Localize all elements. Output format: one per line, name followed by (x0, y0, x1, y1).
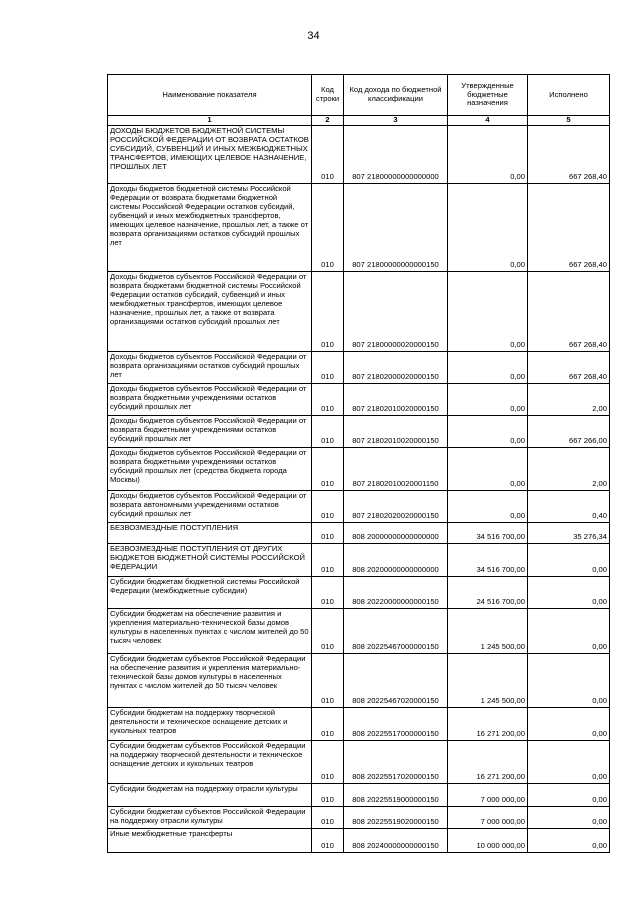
row-code: 010 (312, 806, 344, 828)
row-code: 010 (312, 783, 344, 806)
row-code: 010 (312, 522, 344, 543)
table-row (108, 490, 610, 522)
row-approved: 34 516 700,00 (448, 543, 528, 576)
row-name: Субсидии бюджетам бюджетной системы Российской Федерации (межбюджетные субсидии) (108, 576, 312, 608)
row-approved: 16 271 200,00 (448, 707, 528, 740)
header-name: Наименование показателя (108, 75, 312, 116)
row-bk-code: 808 20225519020000150 (344, 806, 448, 828)
row-executed: 667 268,40 (528, 125, 610, 183)
row-code: 010 (312, 415, 344, 447)
row-bk-code: 807 21800000000000000 (344, 125, 448, 183)
table-row (108, 783, 610, 806)
row-name: Субсидии бюджетам субъектов Российской Федерации на поддержку отрасли культуры (108, 806, 312, 828)
row-name: Субсидии бюджетам субъектов Российской Федерации на поддержку творческой деятельности и техническое оснащение детских и кукольных театров (108, 740, 312, 783)
row-approved: 10 000 000,00 (448, 828, 528, 852)
row-code: 010 (312, 828, 344, 852)
column-number: 1 (108, 116, 312, 126)
row-approved: 24 516 700,00 (448, 576, 528, 608)
table-row (108, 543, 610, 576)
row-executed: 0,00 (528, 543, 610, 576)
row-executed: 667 268,40 (528, 351, 610, 383)
header-executed: Исполнено (528, 75, 610, 116)
column-number: 5 (528, 116, 610, 126)
row-code: 010 (312, 653, 344, 707)
row-code: 010 (312, 125, 344, 183)
row-code: 010 (312, 383, 344, 415)
row-executed: 0,40 (528, 490, 610, 522)
row-approved: 7 000 000,00 (448, 806, 528, 828)
row-executed: 0,00 (528, 806, 610, 828)
row-executed: 667 266,00 (528, 415, 610, 447)
row-name: Доходы бюджетов субъектов Российской Федерации от возврата бюджетными учреждениями остатков субсидий прошлых лет (108, 415, 312, 447)
table-row (108, 522, 610, 543)
table-row (108, 576, 610, 608)
row-executed: 35 276,34 (528, 522, 610, 543)
page-number: 34 (307, 30, 320, 42)
table-row (108, 608, 610, 653)
row-executed: 0,00 (528, 653, 610, 707)
row-name: Субсидии бюджетам на поддержку творческой деятельности и техническое оснащение детских и кукольных театров (108, 707, 312, 740)
row-approved: 0,00 (448, 351, 528, 383)
row-code: 010 (312, 183, 344, 271)
row-name: Субсидии бюджетам на поддержку отрасли культуры (108, 783, 312, 806)
table-row (108, 707, 610, 740)
row-executed: 2,00 (528, 383, 610, 415)
table-row (108, 740, 610, 783)
row-name: Доходы бюджетов бюджетной системы Российской Федерации от возврата бюджетами бюджетной системы Российской Федерации остатков субсидий, субвенций и иных межбюджетных трансфертов, имеющих целевое назначение, прошлых лет, а также от возврата организациями остатков субсидий прошлых лет (108, 183, 312, 271)
row-executed: 0,00 (528, 783, 610, 806)
header-code: Код строки (312, 75, 344, 116)
row-bk-code: 807 21802000020000150 (344, 351, 448, 383)
row-bk-code: 807 21802020020000150 (344, 490, 448, 522)
row-approved: 34 516 700,00 (448, 522, 528, 543)
row-code: 010 (312, 351, 344, 383)
row-code: 010 (312, 707, 344, 740)
row-executed: 0,00 (528, 576, 610, 608)
row-bk-code: 808 20225519000000150 (344, 783, 448, 806)
row-code: 010 (312, 608, 344, 653)
row-executed: 2,00 (528, 447, 610, 490)
row-executed: 0,00 (528, 828, 610, 852)
row-bk-code: 808 20225467020000150 (344, 653, 448, 707)
table-row (108, 351, 610, 383)
row-approved: 16 271 200,00 (448, 740, 528, 783)
table-row (108, 653, 610, 707)
row-executed: 0,00 (528, 740, 610, 783)
row-bk-code: 808 20225517000000150 (344, 707, 448, 740)
row-name: ДОХОДЫ БЮДЖЕТОВ БЮДЖЕТНОЙ СИСТЕМЫ РОССИЙСКОЙ ФЕДЕРАЦИИ ОТ ВОЗВРАТА ОСТАТКОВ СУБСИДИЙ, СУБВЕНЦИЙ И ИНЫХ МЕЖБЮДЖЕТНЫХ ТРАНСФЕРТОВ, ИМЕЮЩИХ ЦЕЛЕВОЕ НАЗНАЧЕНИЕ, ПРОШЛЫХ ЛЕТ (108, 125, 312, 183)
row-code: 010 (312, 271, 344, 351)
row-executed: 667 268,40 (528, 271, 610, 351)
column-number: 3 (344, 116, 448, 126)
table-row (108, 415, 610, 447)
column-number-row (108, 116, 610, 126)
table-row (108, 271, 610, 351)
table-row (108, 383, 610, 415)
row-approved: 0,00 (448, 415, 528, 447)
row-name: Доходы бюджетов субъектов Российской Федерации от возврата бюджетами бюджетной системы Российской Федерации остатков субсидий, субвенций и иных межбюджетных трансфертов, имеющих целевое назначение, прошлых лет, а также от возврата организациями остатков субсидий прошлых лет (108, 271, 312, 351)
row-code: 010 (312, 447, 344, 490)
budget-table (107, 74, 610, 853)
row-name: БЕЗВОЗМЕЗДНЫЕ ПОСТУПЛЕНИЯ ОТ ДРУГИХ БЮДЖЕТОВ БЮДЖЕТНОЙ СИСТЕМЫ РОССИЙСКОЙ ФЕДЕРАЦИИ (108, 543, 312, 576)
table-header-row (108, 75, 610, 116)
row-bk-code: 808 20200000000000000 (344, 543, 448, 576)
header-bk-code: Код дохода по бюджетной классификации (344, 75, 448, 116)
row-approved: 1 245 500,00 (448, 608, 528, 653)
row-approved: 0,00 (448, 447, 528, 490)
row-name: Доходы бюджетов субъектов Российской Федерации от возврата организациями остатков субсидий прошлых лет (108, 351, 312, 383)
row-bk-code: 807 21800000000000150 (344, 183, 448, 271)
table-row (108, 828, 610, 852)
header-approved: Утвержденные бюджетные назначения (448, 75, 528, 116)
table-row (108, 447, 610, 490)
row-bk-code: 808 20220000000000150 (344, 576, 448, 608)
row-bk-code: 807 21800000020000150 (344, 271, 448, 351)
row-bk-code: 807 21802010020000150 (344, 383, 448, 415)
row-bk-code: 808 20000000000000000 (344, 522, 448, 543)
row-approved: 0,00 (448, 490, 528, 522)
row-approved: 0,00 (448, 383, 528, 415)
row-name: БЕЗВОЗМЕЗДНЫЕ ПОСТУПЛЕНИЯ (108, 522, 312, 543)
row-executed: 0,00 (528, 707, 610, 740)
row-bk-code: 808 20225467000000150 (344, 608, 448, 653)
row-executed: 0,00 (528, 608, 610, 653)
row-code: 010 (312, 576, 344, 608)
table-row (108, 183, 610, 271)
row-name: Доходы бюджетов субъектов Российской Федерации от возврата бюджетными учреждениями остатков субсидий прошлых лет (108, 383, 312, 415)
row-name: Доходы бюджетов субъектов Российской Федерации от возврата бюджетными учреждениями остатков субсидий прошлых лет (средства бюджета города Москвы) (108, 447, 312, 490)
row-approved: 0,00 (448, 183, 528, 271)
column-number: 2 (312, 116, 344, 126)
table-row (108, 806, 610, 828)
column-number: 4 (448, 116, 528, 126)
row-approved: 0,00 (448, 125, 528, 183)
row-approved: 0,00 (448, 271, 528, 351)
table-row (108, 125, 610, 183)
row-bk-code: 808 20240000000000150 (344, 828, 448, 852)
row-name: Иные межбюджетные трансферты (108, 828, 312, 852)
row-name: Субсидии бюджетам на обеспечение развития и укрепления материально-технической базы домов культуры в населенных пунктах с числом жителей до 50 тысяч человек (108, 608, 312, 653)
row-approved: 1 245 500,00 (448, 653, 528, 707)
row-bk-code: 807 21802010020001150 (344, 447, 448, 490)
row-bk-code: 807 21802010020000150 (344, 415, 448, 447)
row-executed: 667 268,40 (528, 183, 610, 271)
row-code: 010 (312, 740, 344, 783)
row-name: Субсидии бюджетам субъектов Российской Федерации на обеспечение развития и укрепления материально-технической базы домов культуры в населенных пунктах с числом жителей до 50 тысяч человек (108, 653, 312, 707)
row-bk-code: 808 20225517020000150 (344, 740, 448, 783)
row-approved: 7 000 000,00 (448, 783, 528, 806)
row-code: 010 (312, 490, 344, 522)
row-code: 010 (312, 543, 344, 576)
row-name: Доходы бюджетов субъектов Российской Федерации от возврата автономными учреждениями остатков субсидий прошлых лет (108, 490, 312, 522)
